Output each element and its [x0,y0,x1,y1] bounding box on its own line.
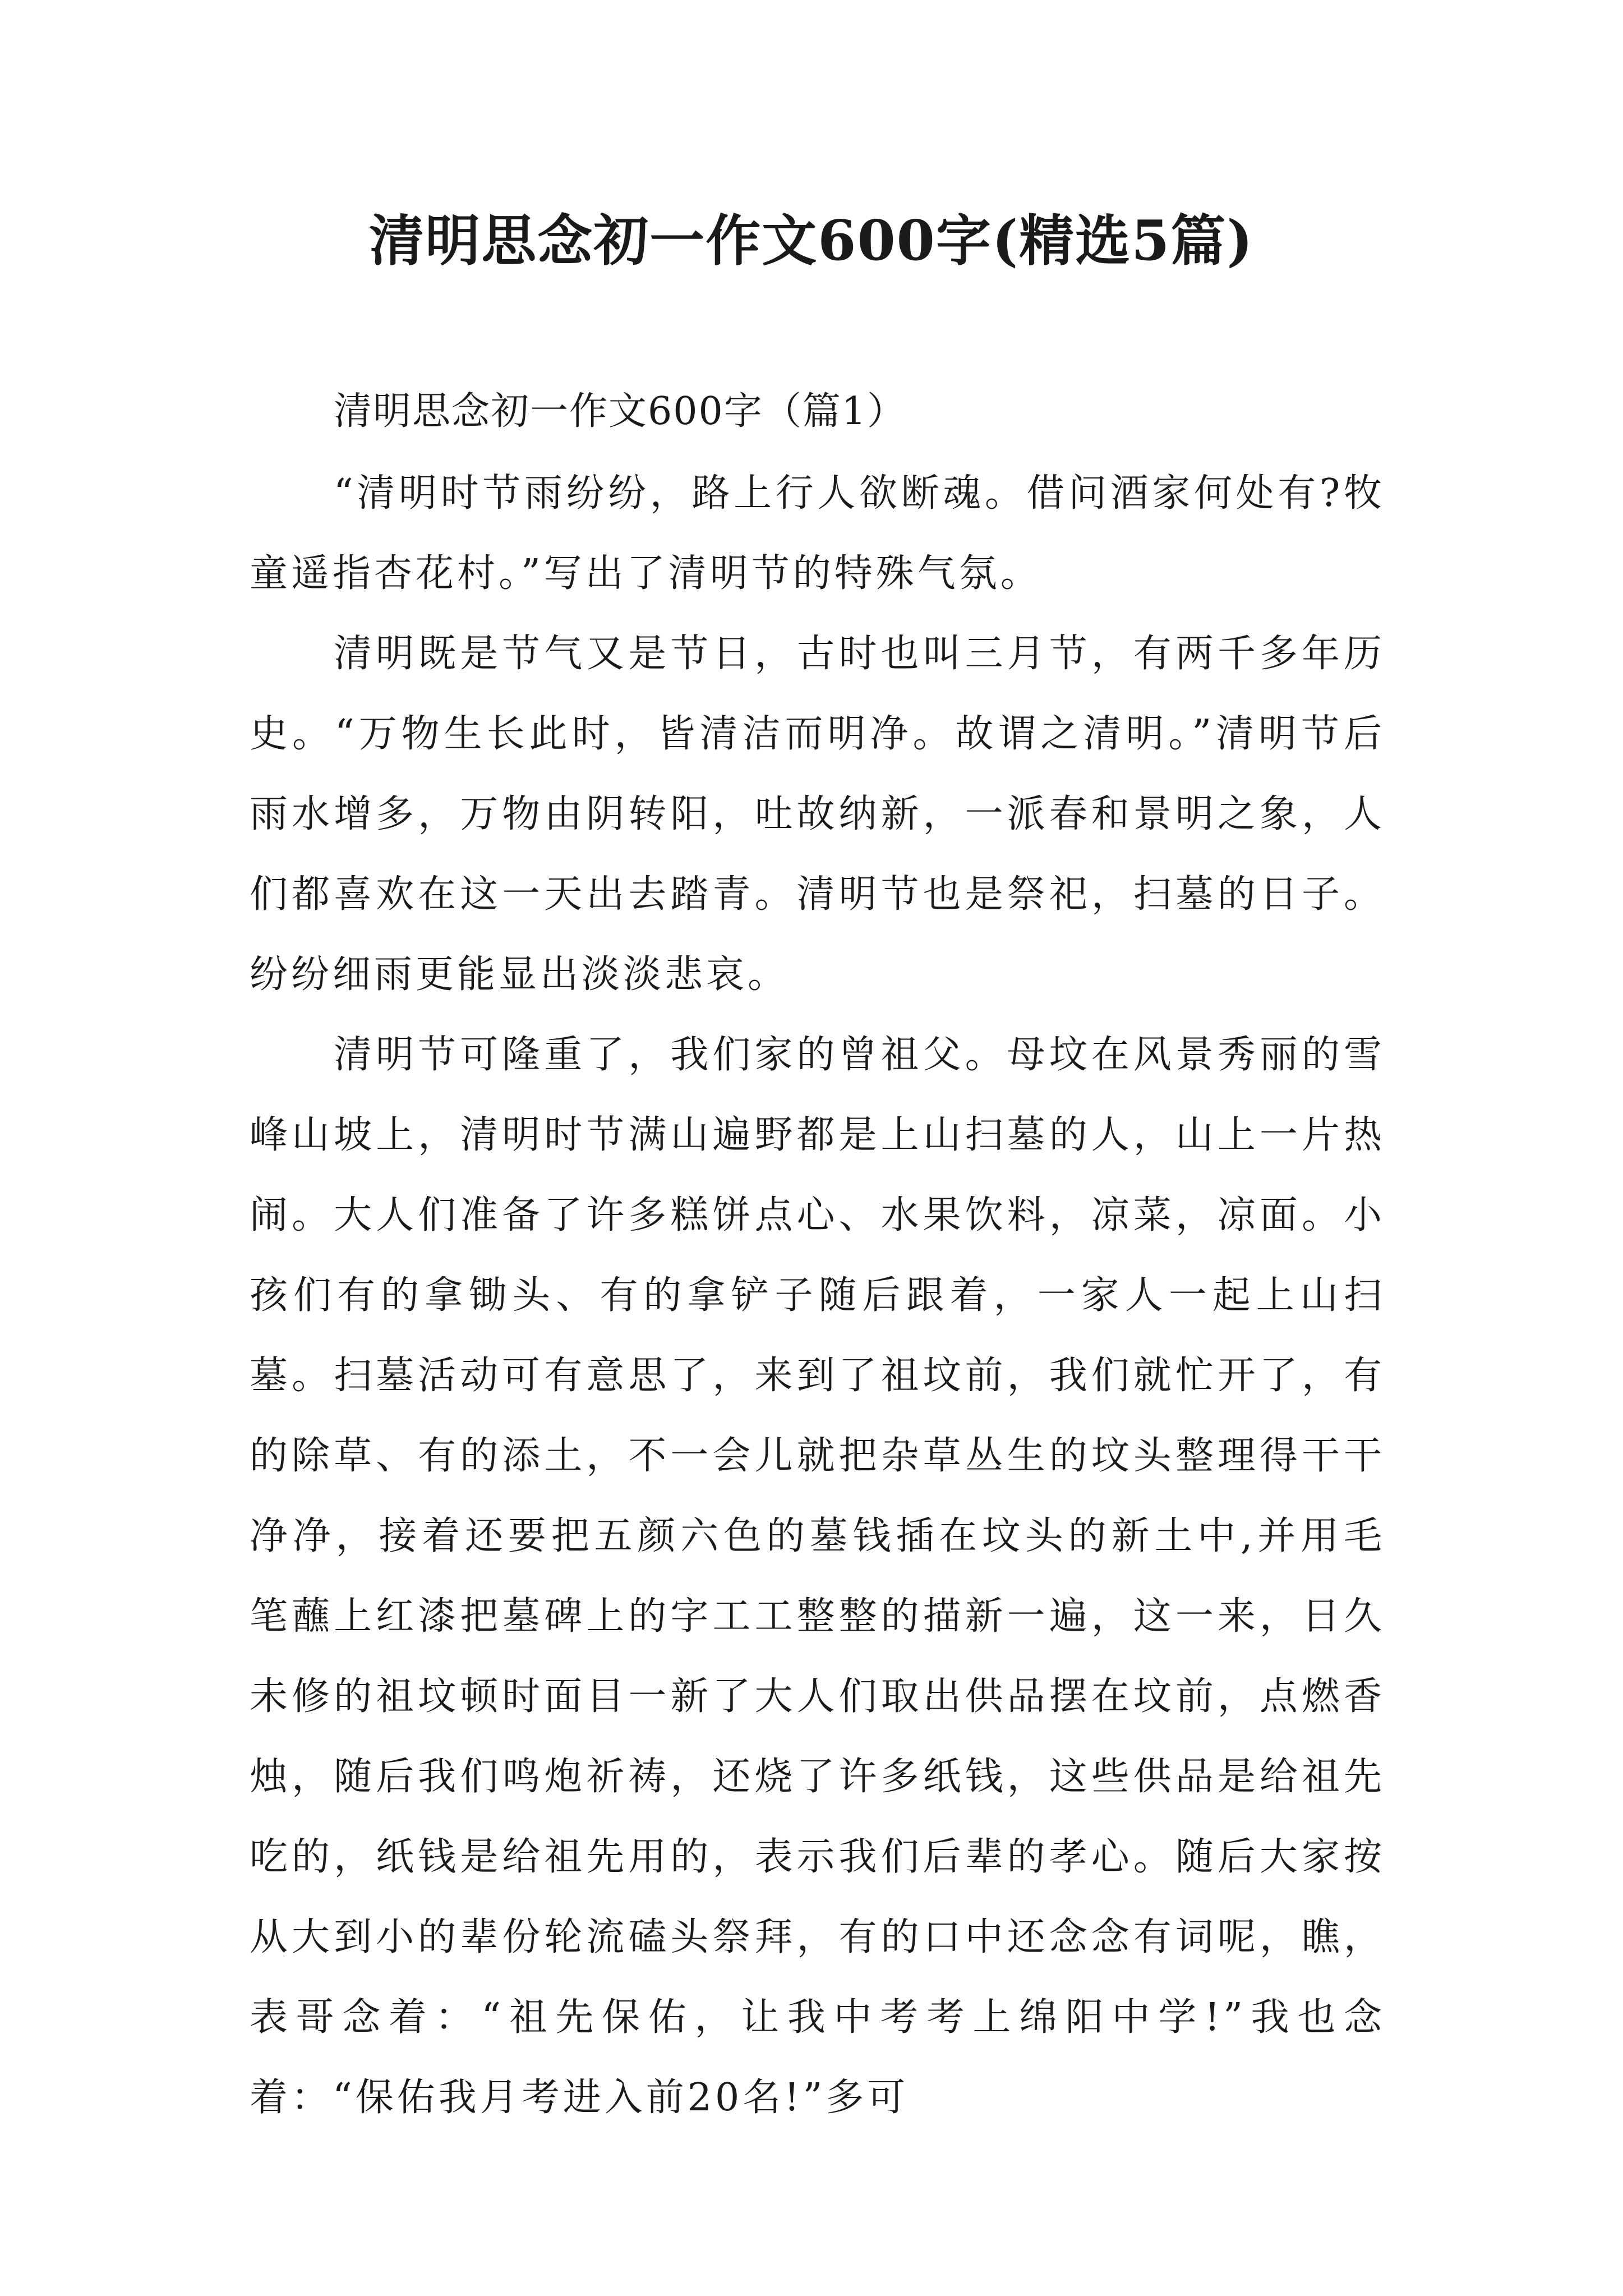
paragraph-2: 清明既是节气又是节日，古时也叫三月节，有两千多年历史。“万物生长此时，皆清洁而明净。故谓之清明。”清明节后雨水增多，万物由阴转阳，吐故纳新，一派春和景明之象，人们都喜欢在这一天出去踏青。清明节也是祭祀，扫墓的日子。纷纷细雨更能显出淡淡悲哀。 [250,632,1385,997]
paragraph-3: 清明节可隆重了，我们家的曾祖父。母坟在风景秀丽的雪峰山坡上，清明时节满山遍野都是上山扫墓的人，山上一片热闹。大人们准备了许多糕饼点心、水果饮料，凉菜，凉面。小孩们有的拿锄头、有的拿铲子随后跟着，一家人一起上山扫墓。扫墓活动可有意思了，来到了祖坟前，我们就忙开了，有的除草、有的添土，不一会儿就把杂草丛生的坟头整理得干干净净，接着还要把五颜六色的墓钱插在坟头的新土中,并用毛笔蘸上红漆把墓碑上的字工工整整的描新一遍，这一来，日久未修的祖坟顿时面目一新了大人们取出供品摆在坟前，点燃香烛，随后我们鸣炮祈祷，还烧了许多纸钱，这些供品是给祖先吃的，纸钱是给祖先用的，表示我们后辈的孝心。随后大家按从大到小的辈份轮流磕头祭拜，有的口中还念念有词呢，瞧，表哥念着：“祖先保佑，让我中考考上绵阳中学!”我也念着：“保佑我月考进入前20名!”多可 [250,1033,1385,2120]
document-body [250,370,1385,2138]
paragraph-1: “清明时节雨纷纷，路上行人欲断魂。借问酒家何处有?牧童遥指杏花村。”写出了清明节的特殊气氛。 [250,471,1385,596]
essay-heading: 清明思念初一作文600字（篇1） [334,389,907,434]
document-title: 清明思念初一作文600字(精选5篇) [369,209,1254,273]
